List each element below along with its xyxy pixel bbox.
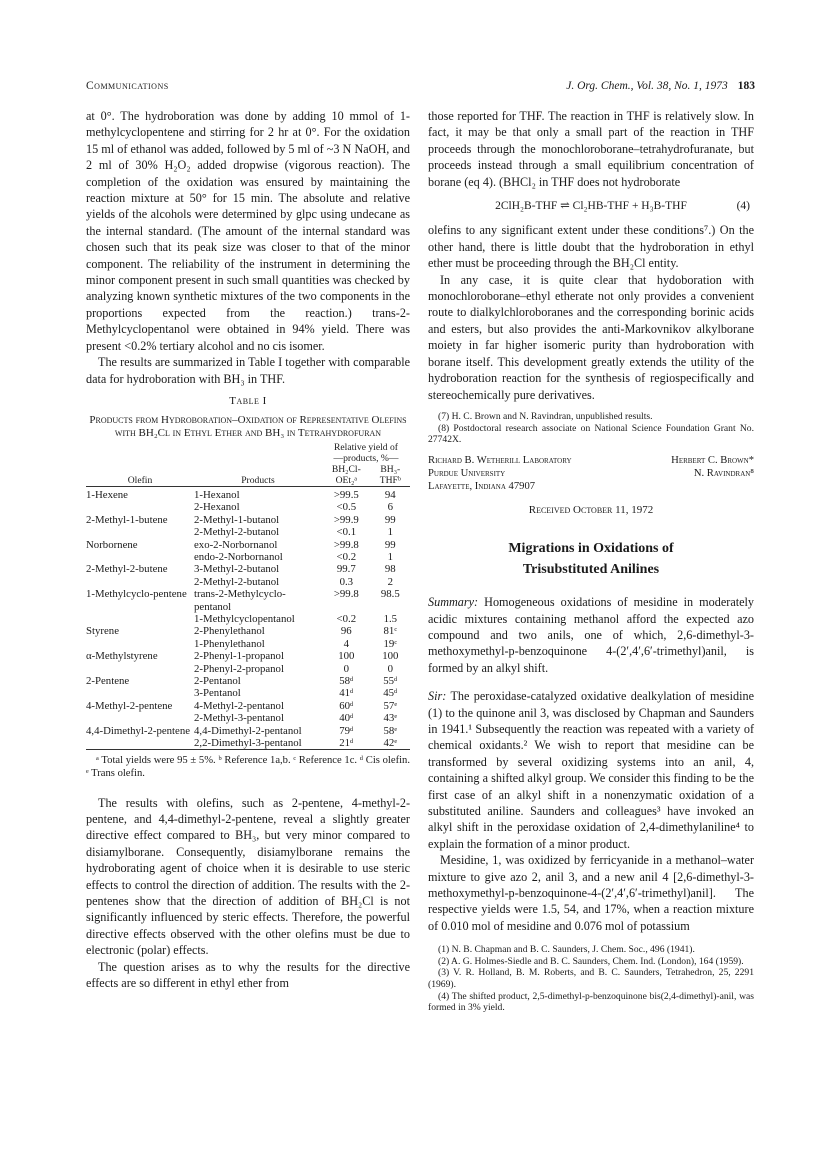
table-row: [86, 588, 410, 613]
table-cell: [86, 737, 194, 750]
table-row: [86, 563, 410, 575]
table-row: [86, 650, 410, 662]
table-cell: 41ᵈ: [339, 687, 354, 700]
table-cell: 94: [384, 488, 396, 501]
table-footnotes: ᵃ Total yields were 95 ± 5%. ᵇ Reference 1a,b. ᶜ Reference 1c. ᵈ Cis olefin. ᵉ Trans olefin.: [86, 755, 410, 780]
table-row: [86, 700, 410, 712]
paragraph: those reported for THF. The reaction in THF is relatively slow. In fact, it may be that only a small part of the reaction in THF proceeds through the monochloroborane–tetrahydrofuranate, but proceeds instead through a small equilibrium concentration of borane (eq 4). (BHCl₂ in THF does not hydroborate: [428, 109, 754, 189]
table-cell: 99: [384, 538, 396, 551]
table-row: [86, 737, 410, 750]
table-row: [86, 539, 410, 551]
table-caption: [86, 395, 410, 440]
table-cell: <0.2: [336, 612, 357, 625]
table-cell: 4-Methyl-2-pentene: [86, 699, 173, 712]
running-header: [86, 80, 755, 98]
table-cell: 4-Methyl-2-pentanol: [194, 699, 284, 712]
table-cell: [86, 712, 194, 724]
table-cell: 3-Methyl-2-butanol: [194, 563, 280, 576]
table-cell: [86, 551, 194, 563]
table-cell: exo-2-Norbornanol: [194, 538, 278, 551]
table-row: [86, 489, 410, 501]
table-row: [86, 725, 410, 737]
table-cell: [86, 638, 194, 650]
table-cell: α-Methylstyrene: [86, 650, 158, 663]
table-cell: 40ᵈ: [339, 712, 354, 725]
table-row: [86, 551, 410, 563]
table-row: [86, 712, 410, 724]
paragraph: The results are summarized in Table I together with comparable data for hydroboration with BH₃ in THF.: [86, 355, 410, 386]
table-row: [86, 576, 410, 588]
table-cell: <0.1: [336, 526, 357, 539]
table-cell: 1-Methylcyclo-pentene: [86, 588, 187, 601]
table-cell: 2-Phenyl-2-propanol: [194, 662, 284, 675]
table-cell: 2-Methyl-2-butanol: [194, 526, 280, 539]
table-row: [86, 526, 410, 538]
table-cell: trans-2-Methylcyclo-pentanol: [194, 588, 286, 613]
table-cell: endo-2-Norbornanol: [194, 550, 283, 563]
table-cell: 96: [340, 625, 352, 638]
col-header-bh2cl: BH₂Cl-OEt₂ᵃ: [331, 463, 361, 486]
table-row: [86, 613, 410, 625]
table-title: Table I: [229, 394, 267, 407]
col-header-products: Products: [241, 474, 275, 486]
table-cell: 2-Methyl-2-butanol: [194, 575, 280, 588]
table-cell: 4: [343, 637, 350, 650]
table-row: [86, 687, 410, 699]
table-row: [86, 675, 410, 687]
paragraph: The results with olefins, such as 2-pentene, 4-methyl-2-pentene, and 4,4-dimethyl-2-pentene, reveal a slightly greater directive effect compared to BH₃, but very minor compared to disiamylborane. Consequently, disiamylborane remains the hydroborating agent of choice when it is desirable to use steric effects to control the direction of addition. The results with the 2-pentenes show that the direction of addition of BH₂Cl is not significantly influenced by steric effects. Therefore, the powerful directive effects observed with the other olefins must be due to electronic (polar) effects.: [86, 795, 410, 958]
left-column: [86, 108, 410, 992]
table-cell: [86, 687, 194, 699]
table-cell: Norbornene: [86, 538, 138, 551]
table-cell: 2-Pentanol: [194, 675, 241, 687]
table-cell: 1-Hexene: [86, 488, 128, 501]
paragraph: In any case, it is quite clear that hydoboration with monochloroborane–ethyl etherate not only provides a convenient route to dialkylchloroboranes and the corresponding borinic acids and esters, but also provides the anti-Markovnikov alkylborane moiety in far higher isomeric purity than hydroboration with borane itself. This development greatly extends the utility of the hydroboration reaction for the synthesis of regiospecifically and stereochemically pure derivatives.: [428, 272, 754, 402]
table-cell: 1-Hexanol: [194, 488, 240, 501]
table-cell: [86, 526, 194, 538]
table-cell: 3-Pentanol: [194, 687, 241, 700]
table-cell: 1: [387, 526, 394, 539]
table-cell: >99.9: [333, 513, 359, 526]
table-row: [86, 663, 410, 675]
table-cell: 2-Phenylethanol: [194, 625, 265, 638]
table-cell: >99.5: [333, 488, 359, 501]
table-cell: Styrene: [86, 625, 119, 638]
sir-paragraph: Sir: The peroxidase-catalyzed oxidative dealkylation of mesidine (1) to the quinone anil 3, was disclosed by Chapman and Saunders in 1941.¹ Subsequently the reaction was repeated with a variety of chemical oxidants.² We wish to report that mesidine can be transformed by several oxidizing systems into an anil, 4, containing a shifted alkyl group. We consider this finding to be the first case of an alkyl shift in a nonenzymatic oxidation of a substituted aniline. Saunders and colleagues³ have invoked an alkyl shift in the peroxidase oxidation of 2,4-dimethylaniline⁴ to explain the formation of a minor product.: [428, 689, 754, 851]
table-cell: 2,2-Dimethyl-3-pentanol: [194, 737, 302, 750]
table-cell: 4,4-Dimethyl-2-pentene: [86, 724, 191, 737]
table-cell: 0.3: [339, 575, 354, 588]
table-cell: 79ᵈ: [339, 724, 354, 737]
table-cell: 58ᵉ: [383, 724, 398, 737]
table-cell: 0: [343, 662, 350, 675]
section-name: Communications: [86, 80, 169, 92]
table-cell: 99: [384, 513, 396, 526]
table-cell: 21ᵈ: [339, 737, 354, 750]
table-cell: >99.8: [333, 588, 359, 601]
article-title: Migrations in Oxidations of Trisubstituted Anilines: [508, 541, 674, 578]
table-cell: 6: [387, 501, 394, 514]
footnotes-1: (7) H. C. Brown and N. Ravindran, unpublished results. (8) Postdoctoral research associate on National Science Foundation Grant No. 27742X.: [428, 410, 754, 446]
journal-citation: J. Org. Chem., Vol. 38, No. 1, 1973 183: [566, 80, 755, 92]
table-cell: 2-Methyl-3-pentanol: [194, 712, 284, 725]
table-cell: 1: [387, 550, 394, 563]
table-row: [86, 625, 410, 637]
table-cell: 2-Methyl-2-butene: [86, 563, 168, 576]
table-cell: 98: [384, 563, 396, 576]
table-cell: 100: [338, 650, 355, 663]
table-cell: <0.5: [336, 501, 357, 514]
table-cell: 2-Methyl-1-butanol: [194, 513, 280, 526]
table-cell: 2-Methyl-1-butene: [86, 513, 168, 526]
table-cell: 1-Methylcyclopentanol: [194, 612, 295, 625]
right-column: [428, 108, 754, 1014]
table-cell: [86, 613, 194, 625]
page-number: 183: [737, 80, 755, 92]
table-cell: 2: [387, 575, 394, 588]
table-cell: 1.5: [383, 612, 398, 625]
table-cell: 2-Pentene: [86, 675, 130, 687]
table-cell: [86, 663, 194, 675]
paragraph: The question arises as to why the results for the directive effects are so different in ethyl ether from: [86, 959, 410, 991]
table-cell: 19ᶜ: [383, 637, 398, 650]
table-cell: 45ᵈ: [383, 687, 398, 700]
table-cell: 43ᵉ: [383, 712, 398, 725]
table-cell: 100: [382, 650, 399, 663]
table-cell: 42ᵉ: [383, 737, 398, 750]
table-cell: 4,4-Dimethyl-2-pentanol: [194, 724, 302, 737]
table-cell: [86, 501, 194, 513]
table-cell: 99.7: [336, 563, 356, 576]
paragraph: Mesidine, 1, was oxidized by ferricyanide in a methanol–water mixture to give azo 2, anil 3, and a new anil 4 [2,6-dimethyl-3-methoxymethyl-p-benzoquinone-4-(2′,4′,6′-trimethyl)anil]. The respective yields were 1.5, 54, and 17%, when a reaction mixture of 0.010 mol of mesidine and 0.076 mol of potassium: [428, 853, 754, 933]
author-affiliation: Richard B. Wetherill Laboratory Purdue University Lafayette, Indiana 47907 Herbert C. Brown* N. Ravindran⁸: [428, 454, 754, 492]
table-cell: 55ᵈ: [383, 675, 398, 687]
table-cell: 57ᵉ: [383, 699, 398, 712]
paragraph: olefins to any significant extent under these conditions⁷.) On the other hand, there is little doubt that the hydroboration in ethyl ether must be proceeding through the BH₂Cl entity.: [428, 223, 754, 271]
table-row: [86, 514, 410, 526]
table-cell: 81ᶜ: [383, 625, 398, 638]
table-cell: 1-Phenylethanol: [194, 637, 265, 650]
col-header-bh3: BH₃-THFᵇ: [379, 463, 401, 486]
table-cell: 2-Phenyl-1-propanol: [194, 650, 284, 663]
footnotes-2: (1) N. B. Chapman and B. C. Saunders, J. Chem. Soc., 496 (1941). (2) A. G. Holmes-Siedle and B. C. Saunders, Chem. Ind. (London), 164 (1959). (3) V. R. Holland, B. M. Roberts, and B. C. Saunders, Tetrahedron, 25, 2291 (1969). (4) The shifted product, 2,5-dimethyl-p-benzoquinone bis(2,4-dimethyl)-anil, was formed in 3% yield.: [428, 944, 754, 1014]
table-cell: [86, 576, 194, 588]
summary: Summary: Homogeneous oxidations of mesidine in moderately acidic mixtures containing methanol afford the expected azo compound and two anils, one of which, 2,6-dimethyl-3-methoxymethyl-p-benzoquinone 4-(2′,4′,6′-trimethyl)anil, is formed by an alkyl shift.: [428, 595, 754, 675]
received-date: Received October 11, 1972: [528, 503, 654, 516]
equation-4: 2ClH₂B-THF ⇌ Cl₂HB-THF + H₃B-THF (4): [495, 200, 750, 213]
table-row: [86, 638, 410, 650]
table-cell: 0: [387, 662, 394, 675]
table-caption-text: Products from Hydroboration–Oxidation of Representative Olefins with BH₂Cl in Ethyl Ether and BH₃ in Tetrahydrofuran: [89, 413, 407, 439]
col-header-olefin: Olefin: [127, 474, 153, 486]
table-cell: 58ᵈ: [339, 675, 354, 687]
table-cell: <0.2: [336, 550, 357, 563]
table-cell: 98.5: [380, 588, 400, 601]
table-cell: >99.8: [333, 538, 359, 551]
table-1: Relative yield of —products, %— Olefin Products BH₂Cl-OEt₂ᵃ BH₃-THFᵇ 1-Hexene 1-Hexanol >99.5 94 2-Hexanol <0.5 6 2-Methyl-1-butene 2-Methyl-1-butanol >99.9 99 2-Methyl-2-butanol <0.1 1 Norbornene exo-2-Norbornanol >99.8 99 endo-2-Norbornanol <0.2 1 2-Methyl-2-butene 3-Methyl-2-butanol 99.7 98 2-Methyl-2-butanol 0.3 2 1-Methylcyclo-pentene trans-2-Methylcyclo-pentanol >99.8 98.5 1-Methylcyclopentanol <0.2 1.5 Styrene 2-Phenylethanol 96 81ᶜ 1-Phenylethanol 4 19ᶜ α-Methylstyrene 2-Phenyl-1-propanol 100 100 2-Phenyl-2-propanol 0 0 2-Pentene 2-Pentanol 58ᵈ 55ᵈ 3-Pentanol 41ᵈ 45ᵈ 4-Methyl-2-pentene 4-Methyl-2-pentanol 60ᵈ 57ᵉ 2-Methyl-3-pentanol 40ᵈ 43ᵉ 4,4-Dimethyl-2-pentene 4,4-Dimethyl-2-pentanol 79ᵈ 58ᵉ 2,2-Dimethyl-3-pentanol 21ᵈ 42ᵉ: [86, 442, 410, 752]
table-cell: 2-Hexanol: [194, 501, 240, 514]
paragraph: at 0°. The hydroboration was done by adding 10 mmol of 1-methylcyclopentene and stirring for 2 hr at 0°. For the oxidation 15 ml of ethanol was added, followed by 5 ml of ~3 N NaOH, and 2 ml of 30% H₂O₂ added dropwise (vigorous reaction). The completion of the oxidation was ensured by maintaining the reaction mixture at 50° for 15 min. The absolute and relative yields of the alcohols were determined by glpc using undecane as the internal standard. (The amount of the internal standard was chosen such that its peak size was closer to that of the minor component. The reliability of the instrument in determining the minor component present in such small quantities was checked by analyzing known synthetic mixtures of the two components in the proportions expected from the reaction.) trans-2-Methylcyclopentanol were obtained in 94% yield. There was present <0.2% tertiary alcohol and no cis isomer.: [86, 109, 410, 353]
table-cell: 60ᵈ: [339, 699, 354, 712]
table-row: [86, 501, 410, 513]
